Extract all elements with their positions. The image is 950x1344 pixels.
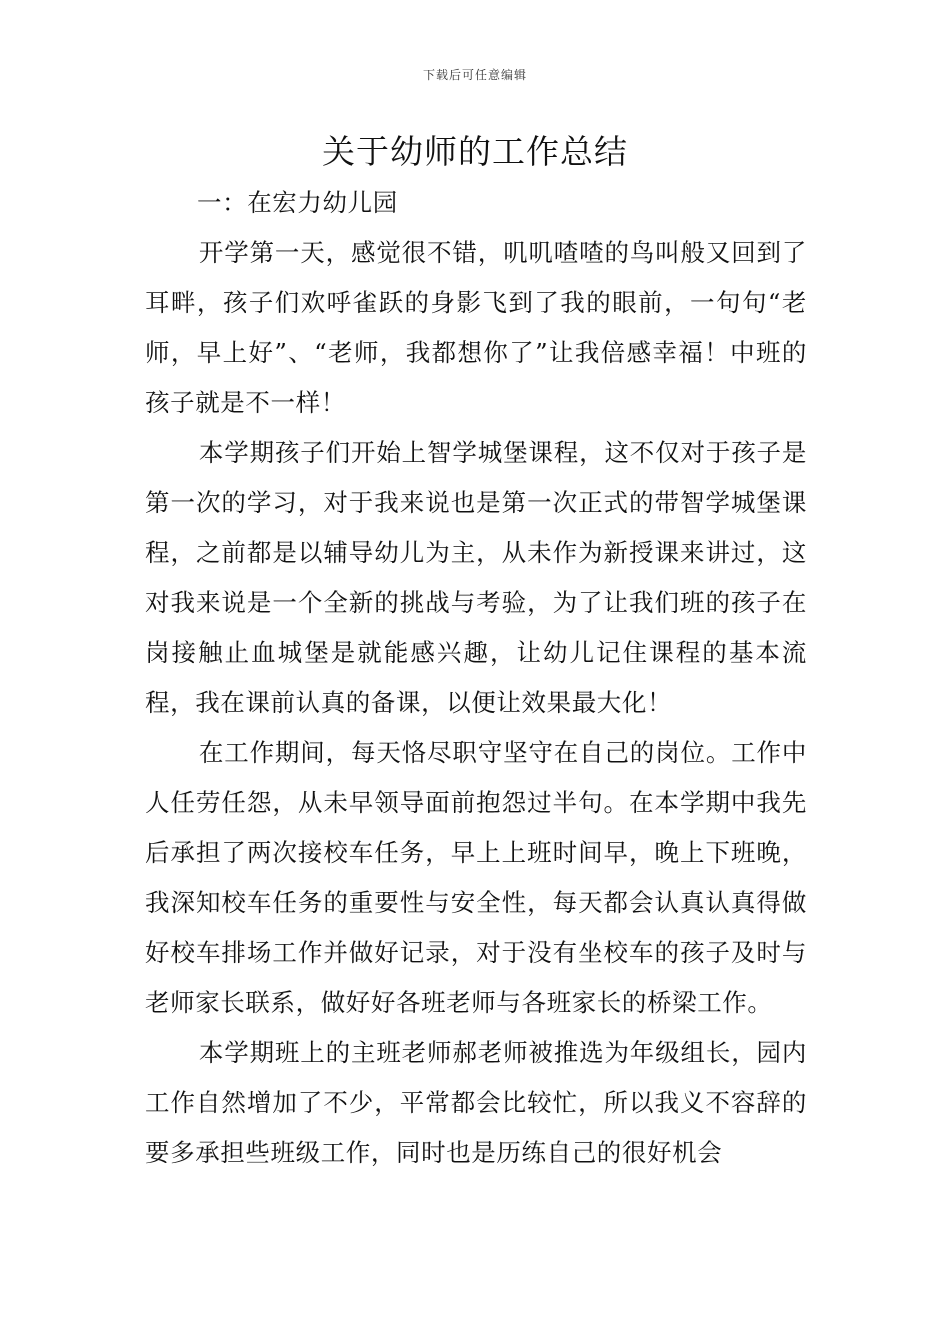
paragraph-2: 本学期孩子们开始上智学城堡课程，这不仅对于孩子是第一次的学习，对于我来说也是第一次正式的带智学城堡课程，之前都是以辅导幼儿为主，从未作为新授课来讲过，这对我来说是一个全新的挑战与考验，为了让我们班的孩子在岗接触止血城堡是就能感兴趣，让幼儿记住课程的基本流程，我在课前认真的备课，以便让效果最大化！ [145, 438, 807, 717]
document-title: 关于幼师的工作总结 [322, 132, 628, 171]
section-heading: 一：在宏力幼儿园 [197, 188, 398, 217]
paragraph-1: 开学第一天，感觉很不错，叽叽喳喳的鸟叫般又回到了耳畔，孩子们欢呼雀跃的身影飞到了我的眼前，一句句“老师，早上好”、“老师，我都想你了”让我倍感幸福！中班的孩子就是不一样！ [145, 238, 807, 417]
header-note: 下载后可任意编辑 [422, 68, 527, 82]
document-body [145, 178, 807, 1178]
paragraph-4: 本学期班上的主班老师郝老师被推选为年级组长，园内工作自然增加了不少，平常都会比较忙，所以我义不容辞的要多承担些班级工作，同时也是历练自己的很好机会 [145, 1038, 807, 1167]
paragraph-3: 在工作期间，每天恪尽职守坚守在自己的岗位。工作中人任劳任怨，从未早领导面前抱怨过半句。在本学期中我先后承担了两次接校车任务，早上上班时间早，晚上下班晚，我深知校车任务的重要性与安全性，每天都会认真认真得做好校车排场工作并做好记录，对于没有坐校车的孩子及时与老师家长联系，做好好各班老师与各班家长的桥梁工作。 [145, 738, 807, 1017]
